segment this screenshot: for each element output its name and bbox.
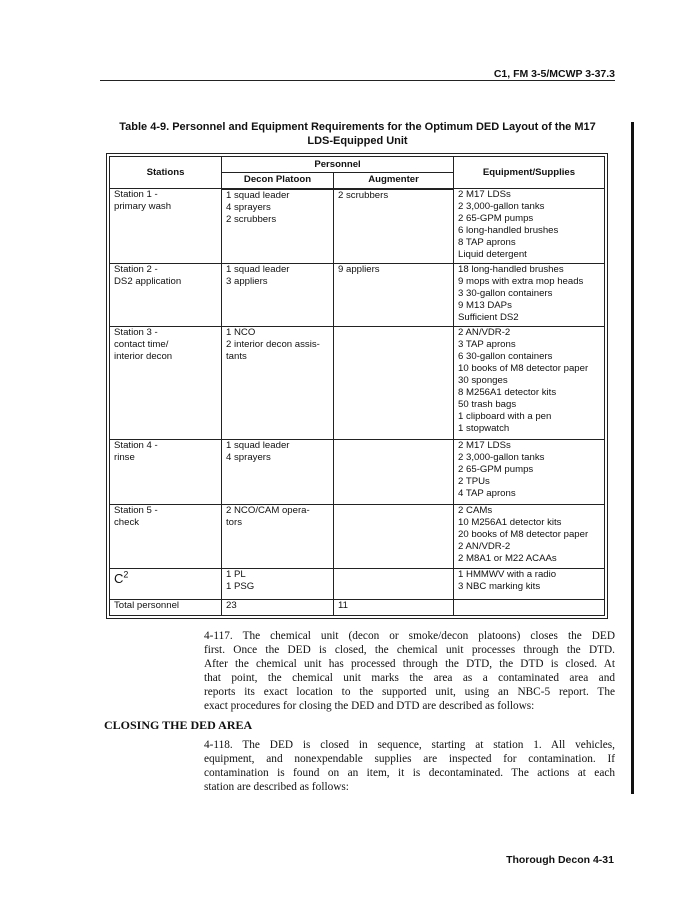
decon-cell: 1 NCO 2 interior decon assis- tants xyxy=(222,326,334,439)
equipment-cell: 2 CAMs 10 M256A1 detector kits 20 books of M8 detector paper 2 AN/VDR-2 2 M8A1 or M22 ACAAs xyxy=(454,504,605,568)
header-equipment: Equipment/Supplies xyxy=(454,157,605,189)
equipment-cell: 2 M17 LDSs 2 3,000-gallon tanks 2 65-GPM pumps 6 long-handled brushes 8 TAP aprons Liquid detergent xyxy=(454,189,605,264)
augmenter-cell xyxy=(334,568,454,599)
total-label-cell: Total personnel xyxy=(110,599,222,615)
requirements-table-frame xyxy=(106,153,608,619)
table-row xyxy=(110,440,605,504)
table-caption-line: Table 4-9. Personnel and Equipment Requirements for the Optimum DED Layout of the M17 xyxy=(119,121,596,133)
augmenter-cell: 2 scrubbers xyxy=(334,189,454,264)
equipment-cell: 2 AN/VDR-2 3 TAP aprons 6 30-gallon containers 10 books of M8 detector paper 30 sponges 8 M256A1 detector kits 50 trash bags 1 clipboard with a pen 1 stopwatch xyxy=(454,326,605,439)
equipment-cell: 1 HMMWV with a radio 3 NBC marking kits xyxy=(454,568,605,599)
station-cell: Station 1 - primary wash xyxy=(110,189,222,264)
table-row xyxy=(110,189,605,264)
header-personnel: Personnel xyxy=(222,157,454,173)
table-caption-line: LDS-Equipped Unit xyxy=(307,135,408,147)
table-row xyxy=(110,568,605,599)
augmenter-cell xyxy=(334,504,454,568)
header-stations: Stations xyxy=(110,157,222,189)
c2-symbol: $C^2$ xyxy=(114,569,129,587)
table-row xyxy=(110,504,605,568)
decon-cell: 1 squad leader 3 appliers xyxy=(222,263,334,326)
station-cell-c2 xyxy=(110,568,222,599)
station-cell: Station 3 - contact time/ interior decon xyxy=(110,326,222,439)
decon-cell: 2 NCO/CAM opera- tors xyxy=(222,504,334,568)
equipment-cell: 2 M17 LDSs 2 3,000-gallon tanks 2 65-GPM pumps 2 TPUs 4 TAP aprons xyxy=(454,440,605,504)
table-row xyxy=(110,326,605,439)
table-row xyxy=(110,263,605,326)
augmenter-cell xyxy=(334,326,454,439)
augmenter-cell: 9 appliers xyxy=(334,263,454,326)
header-augmenter: Augmenter xyxy=(334,173,454,189)
decon-cell: 1 squad leader 4 sprayers xyxy=(222,440,334,504)
equipment-cell: 18 long-handled brushes 9 mops with extra mop heads 3 30-gallon containers 9 M13 DAPs Sufficient DS2 xyxy=(454,263,605,326)
running-header: C1, FM 3-5/MCWP 3-37.3 xyxy=(493,68,615,80)
header-rule xyxy=(100,80,615,81)
section-heading: CLOSING THE DED AREA xyxy=(104,718,253,732)
decon-cell: 1 PL 1 PSG xyxy=(222,568,334,599)
station-cell: Station 5 - check xyxy=(110,504,222,568)
total-equipment-cell xyxy=(454,599,605,615)
running-footer: Thorough Decon 4-31 xyxy=(506,854,614,866)
paragraph-4-117: 4-117. The chemical unit (decon or smoke/decon platoons) closes the DED first. Once the DED is closed, the chemical unit processes through the DTD. After the chemical unit has processed through the DTD, the DTD is closed. At that point, the chemical unit marks the area as a contaminated area and reports its exact location to the supported unit, using an NBC-5 report. The exact procedures for closing the DED and DTD are described as follows: xyxy=(204,630,615,712)
total-decon-cell: 23 xyxy=(222,599,334,615)
header-decon-platoon: Decon Platoon xyxy=(222,173,334,189)
decon-cell: 1 squad leader 4 sprayers 2 scrubbers xyxy=(222,189,334,264)
table-caption xyxy=(100,120,615,148)
requirements-table xyxy=(109,156,605,616)
change-bar xyxy=(631,122,634,794)
station-cell: Station 4 - rinse xyxy=(110,440,222,504)
total-augmenter-cell: 11 xyxy=(334,599,454,615)
table-row-total xyxy=(110,599,605,615)
augmenter-cell xyxy=(334,440,454,504)
paragraph-4-118: 4-118. The DED is closed in sequence, starting at station 1. All vehicles, equipment, and nonexpendable supplies are inspected for contamination. If contamination is found on an item, it is decontaminated. The actions at each station are described as follows: xyxy=(204,739,615,793)
station-cell: Station 2 - DS2 application xyxy=(110,263,222,326)
